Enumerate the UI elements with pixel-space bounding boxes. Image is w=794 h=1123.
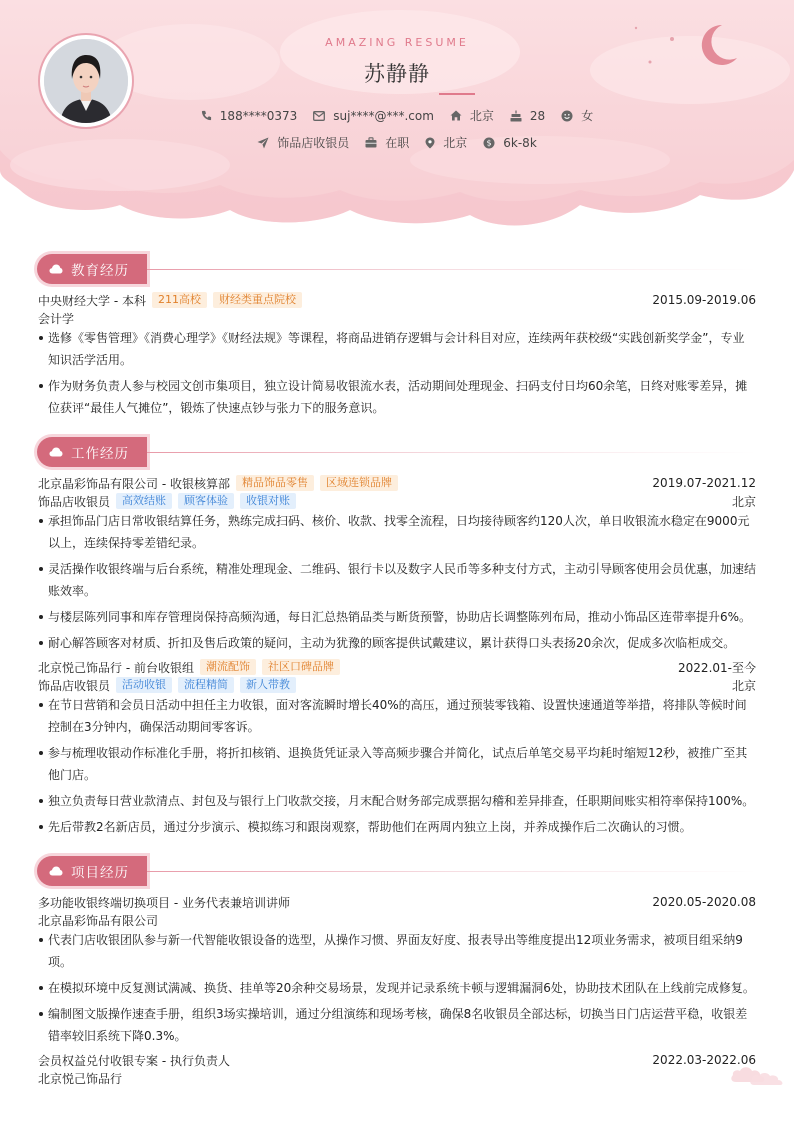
contact-email: suj****@***.com <box>313 109 434 123</box>
tagline: AMAZING RESUME <box>325 36 469 49</box>
project-org: 北京晶彩饰品有限公司 <box>38 913 159 928</box>
company-tag: 社区口碑品牌 <box>262 659 340 675</box>
school-tag: 211高校 <box>152 292 207 308</box>
company-tag: 区域连锁品牌 <box>320 475 398 491</box>
company-tag: 潮流配饰 <box>200 659 256 675</box>
skill-tag: 收银对账 <box>240 493 296 509</box>
resume-header <box>0 0 794 232</box>
work-city: 北京 <box>731 678 756 693</box>
smile-icon <box>561 110 573 122</box>
work-role-row <box>38 492 756 510</box>
education-bullet: 作为财务负责人参与校园文创市集项目，独立设计简易收银流水表，活动期间处理现金、扫码支付日均60余笔，日终对账零差异，摊位获评“最佳人气摊位”，锻炼了快速点钞与张力下的服务意识。 <box>38 375 756 419</box>
work-bullet: 独立负责每日营业款清点、封包及与银行上门收款交接，月末配合财务部完成票据勾稽和差异排查，任职期间账实相符率保持100%。 <box>38 790 756 812</box>
education-date: 2015.09-2019.06 <box>652 293 756 307</box>
mail-icon <box>313 111 325 121</box>
work-date: 2022.01-至今 <box>678 660 756 675</box>
school-name: 中央财经大学 - 本科 <box>38 293 146 308</box>
company-tag: 精品饰品零售 <box>236 475 314 491</box>
svg-text:$: $ <box>486 138 492 148</box>
money-icon <box>483 137 495 149</box>
project-bullet: 代表门店收银团队参与新一代智能收银设备的选型，从操作习惯、界面友好度、报表导出等维度提出12项业务需求，被项目组采纳9项。 <box>38 929 756 973</box>
project-date: 2022.03-2022.06 <box>652 1053 756 1067</box>
work-bullet: 与楼层陈列同事和库存管理岗保持高频沟通，每日汇总热销品类与断货预警，协助店长调整陈列布局，推动小饰品区连带率提升6%。 <box>38 606 756 628</box>
project-name: 多功能收银终端切换项目 - 业务代表兼培训讲师 <box>38 895 290 910</box>
section-tag: 项目经历 <box>37 856 147 886</box>
work-bullet: 先后带教2名新店员，通过分步演示、模拟练习和跟岗观察，帮助他们在两周内独立上岗，并养成操作后二次确认的习惯。 <box>38 816 756 838</box>
work-bullet: 耐心解答顾客对材质、折扣及售后政策的疑问，主动为犹豫的顾客提供试戴建议，累计获得口头表扬20余次，促成多次临柜成交。 <box>38 632 756 654</box>
company-name: 北京悦己饰品行 - 前台收银组 <box>38 660 194 675</box>
contact-gender: 女 <box>561 107 593 124</box>
skill-tag: 活动收银 <box>116 677 172 693</box>
name-underline <box>439 93 475 95</box>
work-bullet: 在节日营销和会员日活动中担任主力收银，面对客流瞬时增长40%的高压，通过预装零钱箱、设置快速通道等举措，将排队等候时间控制在3分钟内，确保活动期间零客诉。 <box>38 694 756 738</box>
work-bullet: 承担饰品门店日常收银结算任务，熟练完成扫码、核价、收款、找零全流程，日均接待顾客约120人次，单日收银流水稳定在9000元以上，连续保持零差错纪录。 <box>38 510 756 554</box>
home-icon <box>450 110 462 121</box>
education-major: 会计学 <box>38 311 75 326</box>
work-section-header <box>37 437 757 467</box>
section-tag: 工作经历 <box>37 437 147 467</box>
project-entry-header <box>38 1051 756 1069</box>
location-icon <box>425 137 435 149</box>
phone-icon <box>201 110 212 121</box>
project-bullet: 编制图文版操作速查手册，组织3场实操培训，通过分组演练和现场考核，确保8名收银员全部达标，切换当日门店运营平稳，收银差错率较旧系统下降0.3%。 <box>38 1003 756 1047</box>
section-divider <box>147 871 757 872</box>
project-date: 2020.05-2020.08 <box>652 895 756 909</box>
education-section-header <box>37 254 757 284</box>
role-name: 饰品店收银员 <box>38 494 111 509</box>
education-bullet: 选修《零售管理》《消费心理学》《财经法规》等课程，将商品进销存逻辑与会计科目对应，连续两年获校级“实践创新奖学金”，专业知识活学活用。 <box>38 327 756 371</box>
company-name: 北京晶彩饰品有限公司 - 收银核算部 <box>38 476 230 491</box>
send-icon <box>257 137 269 149</box>
section-tag: 教育经历 <box>37 254 147 284</box>
cake-icon <box>510 110 522 122</box>
work-bullet: 灵活操作收银终端与后台系统，精准处理现金、二维码、银行卡以及数字人民币等多种支付方式，主动引导顾客使用会员优惠，加速结账效率。 <box>38 558 756 602</box>
contact-row <box>0 107 794 124</box>
work-entry-header <box>38 474 756 492</box>
work-role-row <box>38 676 756 694</box>
job-intent-row <box>0 134 794 151</box>
intent-salary: $ 6k-8k <box>483 136 537 150</box>
section-divider <box>147 269 757 270</box>
work-bullet: 参与梳理收银动作标准化手册，将折扣核销、退换货凭证录入等高频步骤合并简化，试点后单笔交易平均耗时缩短12秒，被推广至其他门店。 <box>38 742 756 786</box>
decorative-cloud <box>728 1060 786 1086</box>
cloud-icon <box>49 264 63 274</box>
cloud-icon <box>49 447 63 457</box>
project-section-header <box>37 856 757 886</box>
role-name: 饰品店收银员 <box>38 678 111 693</box>
intent-status: 在职 <box>365 134 409 151</box>
skill-tag: 新人带教 <box>240 677 296 693</box>
contact-phone: 188****0373 <box>201 109 297 123</box>
work-date: 2019.07-2021.12 <box>652 476 756 490</box>
briefcase-icon <box>365 137 377 148</box>
work-city: 北京 <box>731 494 756 509</box>
contact-city: 北京 <box>450 107 494 124</box>
project-bullet: 在模拟环境中反复测试满减、换货、挂单等20余种交易场景，发现并记录系统卡顿与逻辑漏洞6处，协助技术团队在上线前完成修复。 <box>38 977 756 999</box>
intent-city: 北京 <box>425 134 467 151</box>
project-org: 北京悦己饰品行 <box>38 1071 123 1086</box>
section-divider <box>147 452 757 453</box>
project-name: 会员权益兑付收银专案 - 执行负责人 <box>38 1053 230 1068</box>
work-entry-header <box>38 658 756 676</box>
skill-tag: 顾客体验 <box>178 493 234 509</box>
contact-age: 28 <box>510 109 545 123</box>
candidate-name: 苏静静 <box>364 62 430 86</box>
intent-position: 饰品店收银员 <box>257 134 349 151</box>
skill-tag: 高效结账 <box>116 493 172 509</box>
education-entry-header <box>38 291 756 309</box>
project-entry-header <box>38 893 756 911</box>
school-tag: 财经类重点院校 <box>213 292 302 308</box>
skill-tag: 流程精简 <box>178 677 234 693</box>
cloud-icon <box>49 866 63 876</box>
